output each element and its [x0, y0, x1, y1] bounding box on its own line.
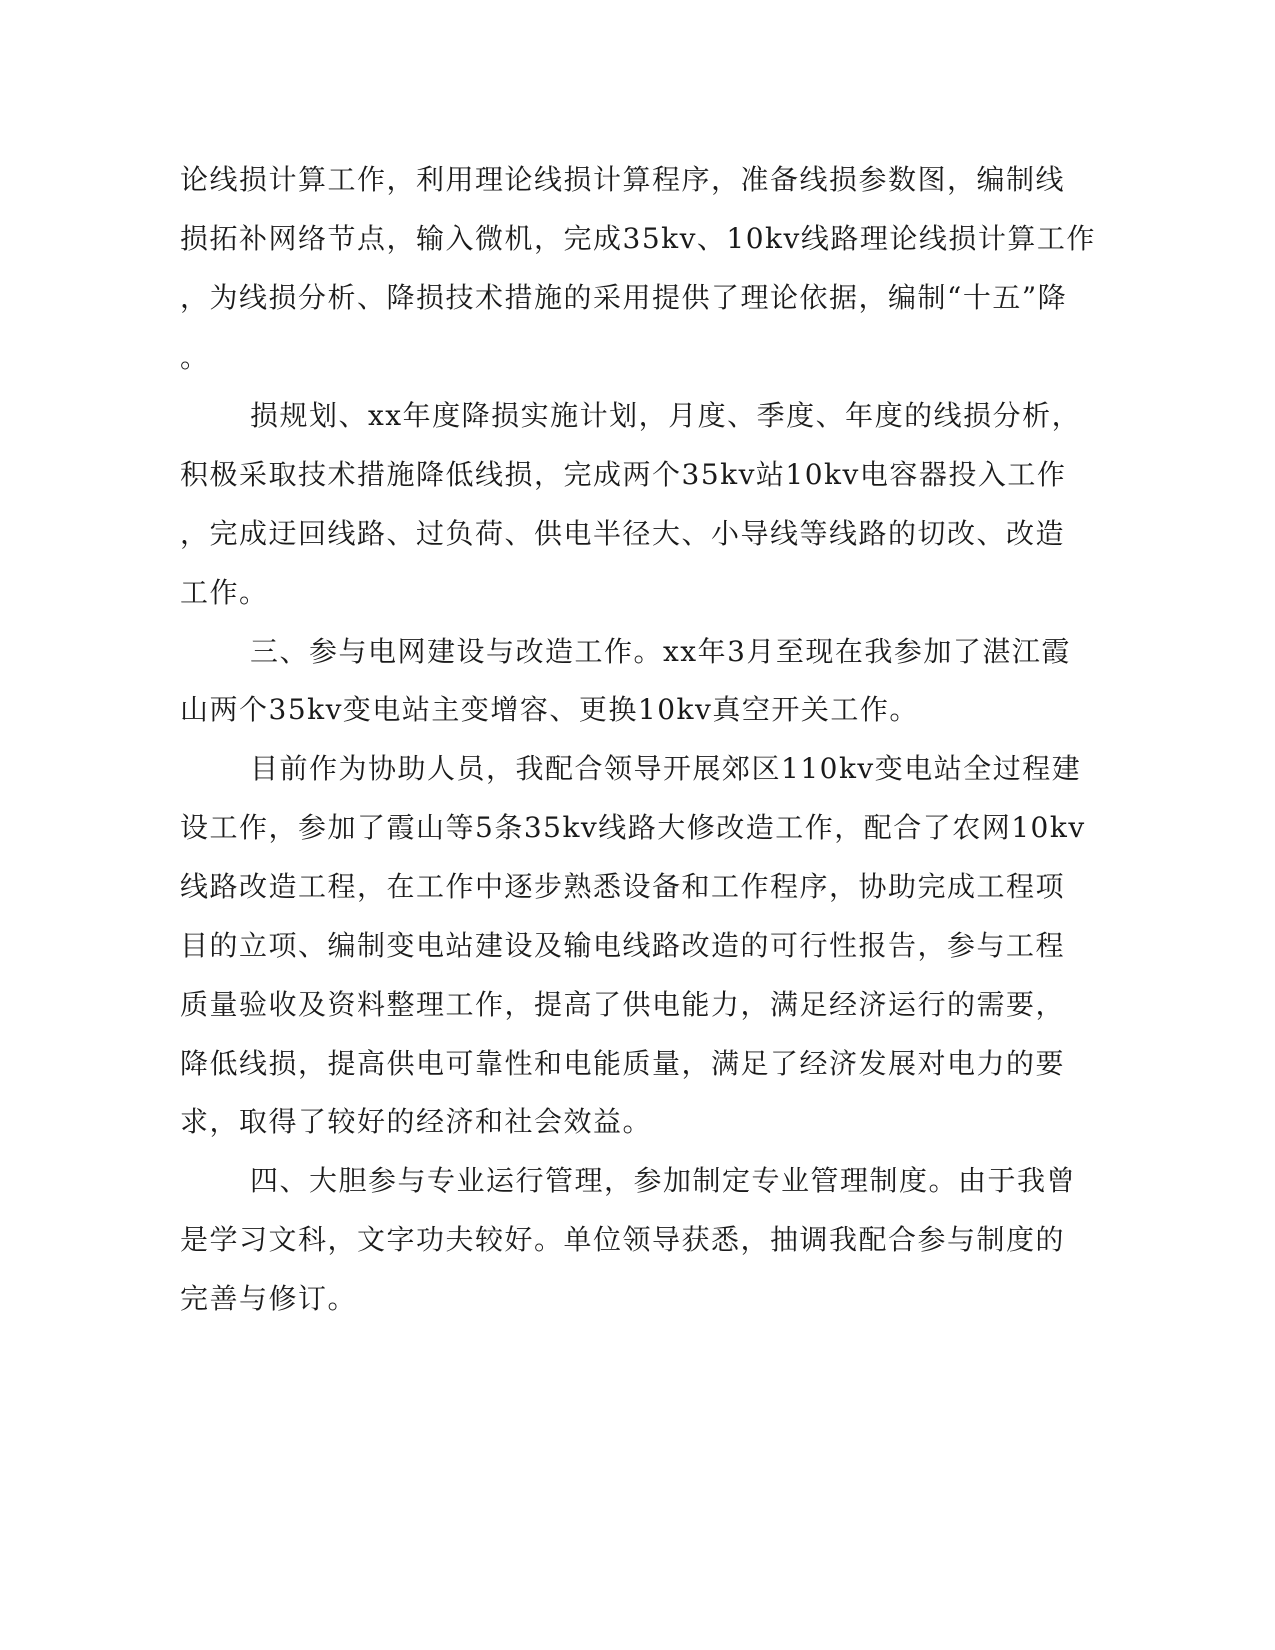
text-line: 论线损计算工作，利用理论线损计算程序，准备线损参数图，编制线	[180, 163, 1066, 196]
text-line: ，为线损分析、降损技术措施的采用提供了理论依据，编制“十五”降	[180, 281, 1068, 314]
text-line: 目的立项、编制变电站建设及输电线路改造的可行性报告，参与工程	[180, 929, 1066, 962]
text-line: 求，取得了较好的经济和社会效益。	[180, 1105, 653, 1138]
paragraph-start-line: 四、大胆参与专业运行管理，参加制定专业管理制度。由于我曾	[250, 1164, 1077, 1197]
text-line: 降低线损，提高供电可靠性和电能质量，满足了经济发展对电力的要	[180, 1047, 1066, 1080]
text-line: 设工作，参加了霞山等5条35kv线路大修改造工作，配合了农网10kv	[180, 811, 1086, 844]
text-line: 线路改造工程，在工作中逐步熟悉设备和工作程序，协助完成工程项	[180, 870, 1066, 903]
paragraph-start-line: 三、参与电网建设与改造工作。xx年3月至现在我参加了湛江霞	[250, 635, 1071, 668]
paragraph-start-line: 目前作为协助人员，我配合领导开展郊区110kv变电站全过程建	[250, 752, 1082, 785]
text-line: 山两个35kv变电站主变增容、更换10kv真空开关工作。	[180, 693, 919, 726]
paragraph-start-line: 损规划、xx年度降损实施计划，月度、季度、年度的线损分析，	[250, 399, 1082, 432]
text-line: 损拓补网络节点，输入微机，完成35kv、10kv线路理论线损计算工作	[180, 222, 1096, 255]
text-line: 。	[180, 341, 210, 374]
text-line: 积极采取技术措施降低线损，完成两个35kv站10kv电容器投入工作	[180, 458, 1067, 491]
text-line: 工作。	[180, 576, 269, 609]
text-line: 质量验收及资料整理工作，提高了供电能力，满足经济运行的需要，	[180, 988, 1066, 1021]
text-line: ，完成迂回线路、过负荷、供电半径大、小导线等线路的切改、改造	[180, 517, 1066, 550]
text-line: 完善与修订。	[180, 1282, 358, 1315]
text-line: 是学习文科，文字功夫较好。单位领导获悉，抽调我配合参与制度的	[180, 1223, 1066, 1256]
